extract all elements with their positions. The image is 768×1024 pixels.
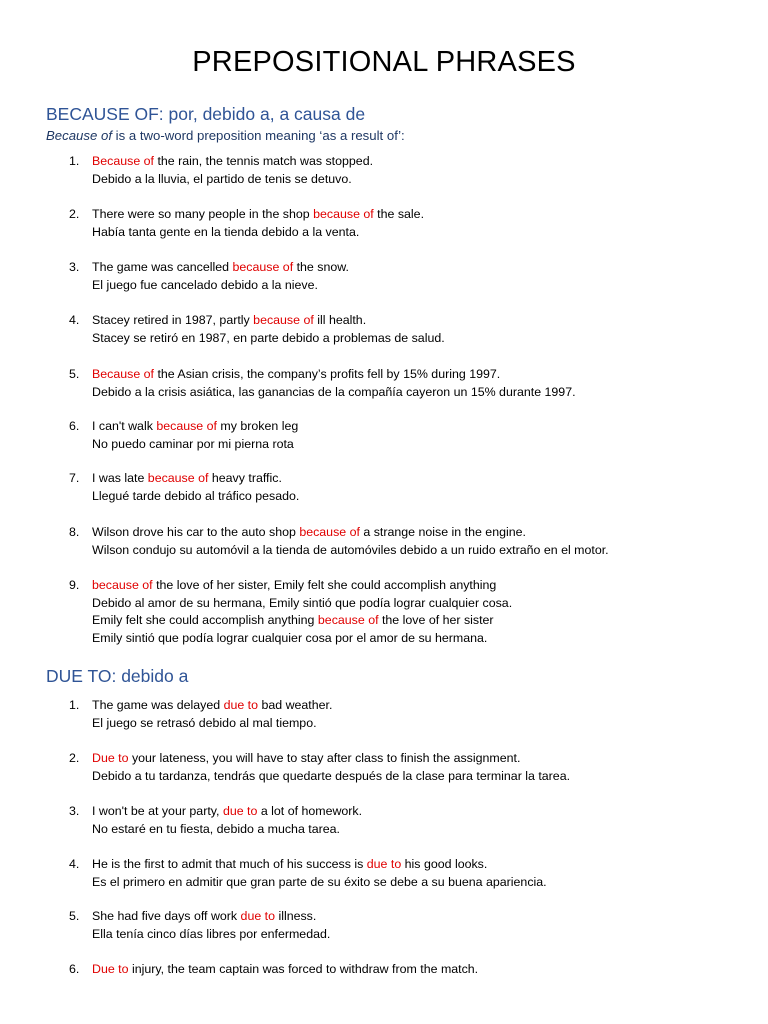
sentence-text: the Asian crisis, the company’s profits fell by 15% during 1997. — [154, 367, 501, 381]
item-number: 3. — [69, 804, 80, 818]
list-item — [69, 803, 759, 838]
sentence-text: Había tanta gente en la tienda debido a la venta. — [92, 224, 360, 239]
highlighted-phrase: Because of — [92, 154, 154, 168]
spanish-translation — [92, 874, 759, 892]
sentence-text: The game was delayed — [92, 698, 224, 712]
spanish-translation — [92, 384, 759, 402]
sentence-text: Wilson condujo su automóvil a la tienda de automóviles debido a un ruido extraño en el motor. — [92, 542, 609, 557]
sentence-text: Debido a tu tardanza, tendrás que quedarte después de la clase para terminar la tarea. — [92, 768, 571, 783]
spanish-translation — [92, 542, 759, 560]
sentence-text: heavy traffic. — [208, 471, 282, 485]
sentence-text: your lateness, you will have to stay after class to finish the assignment. — [128, 751, 521, 765]
list-item — [69, 259, 759, 294]
sentence-text: Stacey se retiró en 1987, en parte debido a problemas de salud. — [92, 330, 445, 345]
sentence-text: No puedo caminar por mi pierna rota — [92, 436, 294, 451]
sentence-text: Wilson drove his car to the auto shop — [92, 525, 300, 539]
sentence-text: bad weather. — [258, 698, 333, 712]
english-sentence — [92, 312, 759, 330]
sentence-text: a strange noise in the engine. — [359, 525, 526, 539]
spanish-translation — [92, 330, 759, 348]
english-sentence — [92, 524, 759, 542]
item-number: 1. — [69, 698, 80, 712]
page-title: PREPOSITIONAL PHRASES — [192, 46, 576, 78]
spanish-translation — [92, 768, 759, 786]
list-item — [69, 697, 759, 732]
item-number: 5. — [69, 367, 80, 381]
list-item — [69, 418, 759, 453]
sentence-text: the snow. — [293, 260, 349, 274]
spanish-translation — [92, 821, 759, 839]
item-number: 5. — [69, 909, 80, 923]
sentence-text: Debido al amor de su hermana, Emily sintió que podía lograr cualquier cosa. — [92, 595, 513, 610]
sentence-text: the love of her sister, Emily felt she could accomplish anything — [152, 578, 497, 592]
highlighted-phrase: due to — [240, 909, 275, 923]
english-sentence — [92, 908, 759, 926]
sentence-text: I won't be at your party, — [92, 804, 223, 818]
english-sentence — [92, 856, 759, 874]
item-number: 2. — [69, 207, 80, 221]
section-heading-due-to: DUE TO: debido a — [46, 666, 189, 686]
highlighted-phrase: Due to — [92, 751, 129, 765]
english-sentence — [92, 697, 759, 715]
sentence-text: Debido a la lluvia, el partido de tenis se detuvo. — [92, 171, 352, 186]
highlighted-phrase: because of — [253, 313, 314, 327]
item-number: 8. — [69, 525, 80, 539]
intro-text: is a two-word preposition meaning ‘as a result of’: — [111, 128, 405, 143]
item-number: 2. — [69, 751, 80, 765]
sentence-text: the love of her sister — [378, 613, 494, 627]
sentence-text: illness. — [275, 909, 317, 923]
item-number: 4. — [69, 857, 80, 871]
english-sentence — [92, 259, 759, 277]
sentence-text: Emily sintió que podía lograr cualquier cosa por el amor de su hermana. — [92, 630, 488, 645]
sentence-text: Ella tenía cinco días libres por enfermedad. — [92, 926, 331, 941]
list-item — [69, 312, 759, 347]
highlighted-phrase: due to — [366, 857, 402, 871]
sentence-text: the rain, the tennis match was stopped. — [154, 154, 374, 168]
sentence-text: a lot of homework. — [257, 804, 363, 818]
spanish-translation — [92, 715, 759, 733]
item-number: 7. — [69, 471, 80, 485]
highlighted-phrase: because of — [317, 613, 379, 627]
spanish-translation — [92, 595, 759, 613]
sentence-text: I can't walk — [92, 419, 157, 433]
sentence-text: ill health. — [313, 313, 367, 327]
english-sentence — [92, 577, 759, 595]
item-number: 9. — [69, 578, 80, 592]
highlighted-phrase: because of — [92, 578, 153, 592]
list-item — [69, 524, 759, 559]
english-sentence — [92, 470, 759, 488]
english-sentence — [92, 961, 759, 979]
list-item — [69, 908, 759, 943]
highlighted-phrase: because of — [232, 260, 294, 274]
item-number: 1. — [69, 154, 80, 168]
english-sentence — [92, 366, 759, 384]
sentence-text: She had five days off work — [92, 909, 241, 923]
list-item — [69, 750, 759, 785]
highlighted-phrase: because of — [147, 471, 209, 485]
sentence-text: El juego se retrasó debido al mal tiempo. — [92, 715, 317, 730]
list-item — [69, 470, 759, 505]
spanish-translation — [92, 436, 759, 454]
intro-italic: Because of — [46, 128, 112, 143]
highlighted-phrase: Due to — [92, 962, 129, 976]
spanish-translation — [92, 171, 759, 189]
highlighted-phrase: due to — [223, 698, 259, 712]
english-sentence — [92, 206, 759, 224]
highlighted-phrase: because of — [299, 525, 360, 539]
item-number: 3. — [69, 260, 80, 274]
list-item — [69, 206, 759, 241]
list-item — [69, 577, 759, 647]
english-sentence — [92, 418, 759, 436]
highlighted-phrase: Because of — [92, 367, 154, 381]
item-number: 6. — [69, 962, 80, 976]
sentence-text: Debido a la crisis asiática, las ganancias de la compañía cayeron un 15% durante 1997. — [92, 384, 576, 399]
highlighted-phrase: because of — [313, 207, 374, 221]
spanish-translation — [92, 224, 759, 242]
list-item — [69, 153, 759, 188]
sentence-text: He is the first to admit that much of his success is — [92, 857, 367, 871]
sentence-text: There were so many people in the shop — [92, 207, 314, 221]
english-sentence — [92, 612, 759, 630]
item-number: 4. — [69, 313, 80, 327]
list-item — [69, 961, 759, 979]
sentence-text: No estaré en tu fiesta, debido a mucha tarea. — [92, 821, 340, 836]
highlighted-phrase: because of — [156, 419, 217, 433]
list-item — [69, 366, 759, 401]
sentence-text: Llegué tarde debido al tráfico pesado. — [92, 488, 300, 503]
sentence-text: Stacey retired in 1987, partly — [92, 313, 254, 327]
sentence-text: I was late — [92, 471, 148, 485]
section-heading-because-of: BECAUSE OF: por, debido a, a causa de — [46, 104, 366, 124]
sentence-text: the sale. — [373, 207, 425, 221]
english-sentence — [92, 750, 759, 768]
highlighted-phrase: due to — [222, 804, 258, 818]
sentence-text: Emily felt she could accomplish anything — [92, 613, 318, 627]
section-intro — [46, 128, 405, 143]
sentence-text: The game was cancelled — [92, 260, 233, 274]
spanish-translation — [92, 630, 759, 648]
item-number: 6. — [69, 419, 80, 433]
sentence-text: my broken leg — [216, 419, 299, 433]
sentence-text: Es el primero en admitir que gran parte de su éxito se debe a su buena apariencia. — [92, 874, 547, 889]
list-item — [69, 856, 759, 891]
english-sentence — [92, 803, 759, 821]
sentence-text: El juego fue cancelado debido a la nieve. — [92, 277, 318, 292]
spanish-translation — [92, 926, 759, 944]
sentence-text: his good looks. — [401, 857, 488, 871]
english-sentence — [92, 153, 759, 171]
spanish-translation — [92, 277, 759, 295]
spanish-translation — [92, 488, 759, 506]
sentence-text: injury, the team captain was forced to withdraw from the match. — [128, 962, 479, 976]
